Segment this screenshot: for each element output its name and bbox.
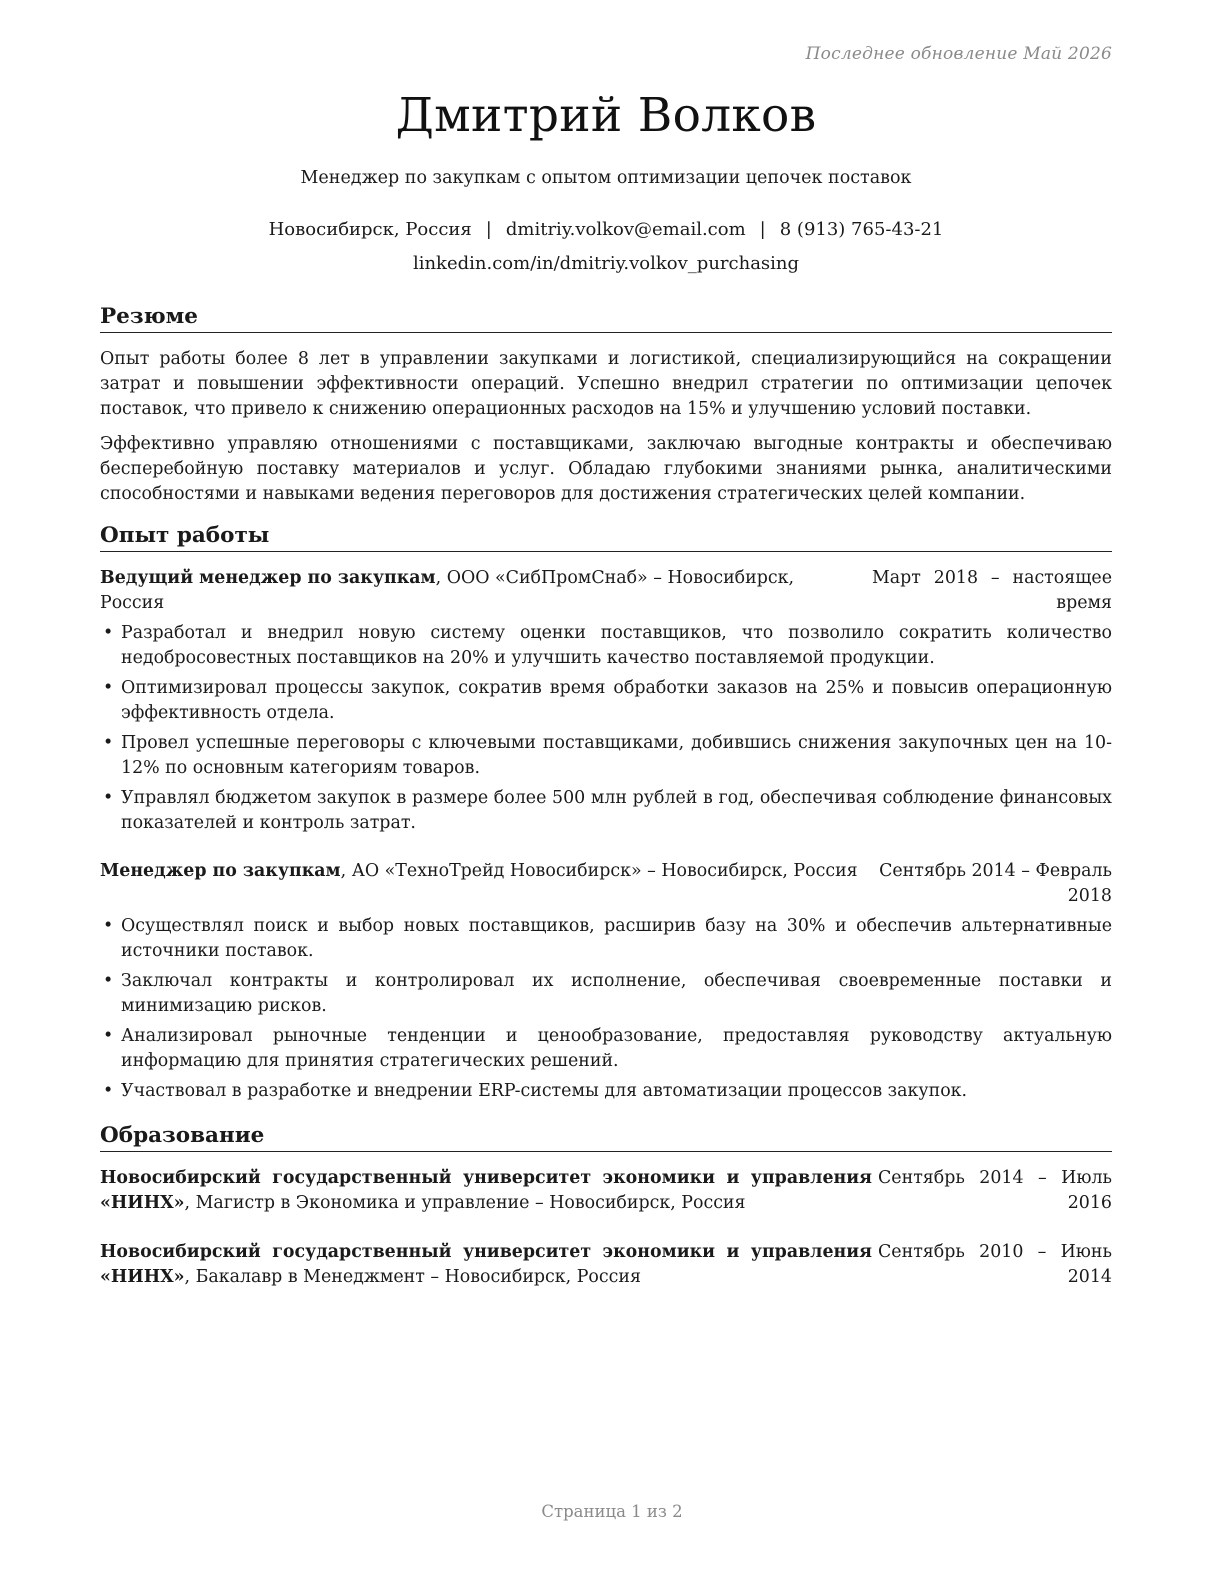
list-item: • Осуществлял поиск и выбор новых поставщиков, расширив базу на 30% и обеспечив альтернативные источники поставок. <box>103 916 1112 961</box>
job-bullets <box>100 914 1112 1109</box>
list-item: • Разработал и внедрил новую систему оценки поставщиков, что позволило сократить количество недобросовестных поставщиков на 20% и улучшить качество поставляемой продукции. <box>103 623 1112 668</box>
education-dates: Сентябрь 2014 – Июль 2016 <box>878 1168 1112 1213</box>
summary-paragraph: Опыт работы более 8 лет в управлении закупками и логистикой, специализирующийся на сокращении затрат и повышении эффективности операций. Успешно внедрил стратегии по оптимизации цепочек поставок, что привело к снижению операционных расходов на 15% и улучшению условий поставки. <box>100 349 1112 419</box>
degree: , Бакалавр в Менеджмент – Новосибирск, Россия <box>184 1267 641 1287</box>
job-company: , ООО «СибПромСнаб» – Новосибирск, Россия <box>100 568 794 613</box>
list-item: • Заключал контракты и контролировал их исполнение, обеспечивая своевременные поставки и минимизацию рисков. <box>103 971 1112 1016</box>
page-number: Страница 1 из 2 <box>541 1502 683 1521</box>
tagline: Менеджер по закупкам с опытом оптимизации цепочек поставок <box>300 168 912 188</box>
job-position: Ведущий менеджер по закупкам <box>100 568 436 588</box>
summary-paragraph: Эффективно управляю отношениями с поставщиками, заключаю выгодные контракты и обеспечиваю бесперебойную поставку материалов и услуг. Обладаю глубокими знаниями рынка, аналитическими способностями и навыками ведения переговоров для достижения стратегических целей компании. <box>100 434 1112 504</box>
job-dates: Сентябрь 2014 – Февраль 2018 <box>879 861 1112 906</box>
person-name: Дмитрий Волков <box>395 88 817 143</box>
bullet-icon: • <box>103 1081 114 1101</box>
section-heading-education: Образование <box>100 1123 1112 1152</box>
location: Новосибирск, Россия <box>268 219 472 240</box>
job-bullets <box>100 621 1112 841</box>
list-item: • Оптимизировал процессы закупок, сократив время обработки заказов на 25% и повысив операционную эффективность отдела. <box>103 678 1112 723</box>
separator: | <box>485 219 492 240</box>
list-item: • Провел успешные переговоры с ключевыми поставщиками, добившись снижения закупочных цен на 10-12% по основным категориям товаров. <box>103 733 1112 778</box>
list-item: • Анализировал рыночные тенденции и ценообразование, предоставляя руководству актуальную информацию для принятия стратегических решений. <box>103 1026 1112 1071</box>
education-dates: Сентябрь 2010 – Июнь 2014 <box>878 1242 1112 1287</box>
bullet-icon: • <box>103 788 114 808</box>
bullet-icon: • <box>103 1026 114 1046</box>
school-name: Новосибирский государственный университет экономики и управления «НИНХ» <box>100 1242 872 1287</box>
bullet-icon: • <box>103 623 114 643</box>
linkedin-link[interactable]: linkedin.com/in/dmitriy.volkov_purchasing <box>412 253 800 274</box>
bullet-icon: • <box>103 678 114 698</box>
bullet-icon: • <box>103 733 114 753</box>
section-heading-summary: Резюме <box>100 304 1112 333</box>
degree: , Магистр в Экономика и управление – Новосибирск, Россия <box>184 1193 746 1213</box>
section-heading-experience: Опыт работы <box>100 523 1112 552</box>
job-dates: Март 2018 – настоящее время <box>872 568 1112 613</box>
job-company: , АО «ТехноТрейд Новосибирск» – Новосибирск, Россия <box>340 861 858 881</box>
email-link[interactable]: dmitriy.volkov@email.com <box>505 219 746 240</box>
separator: | <box>759 219 766 240</box>
bullet-icon: • <box>103 971 114 991</box>
bullet-icon: • <box>103 916 114 936</box>
last-updated: Последнее обновление Май 2026 <box>805 44 1112 64</box>
contact-line <box>100 219 1112 240</box>
phone: 8 (913) 765-43-21 <box>779 219 944 240</box>
list-item: • Участвовал в разработке и внедрении ERP-системы для автоматизации процессов закупок. <box>100 1079 1112 1104</box>
school-name: Новосибирский государственный университет экономики и управления «НИНХ» <box>100 1168 872 1213</box>
list-item: • Управлял бюджетом закупок в размере более 500 млн рублей в год, обеспечивая соблюдение финансовых показателей и контроль затрат. <box>103 788 1112 833</box>
job-position: Менеджер по закупкам <box>100 861 341 881</box>
